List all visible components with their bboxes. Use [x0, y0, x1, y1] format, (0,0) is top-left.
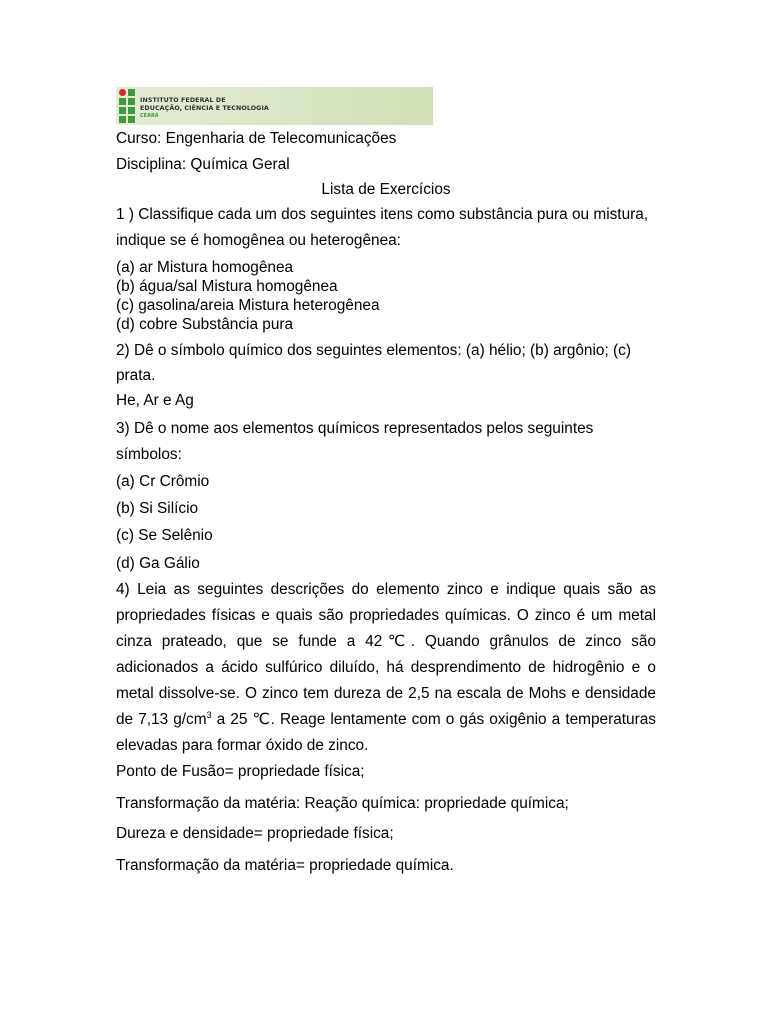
- answer-4-line-2: Transformação da matéria: Reação química: propriedade química;: [116, 795, 569, 812]
- logo-green-square: [128, 98, 135, 105]
- question-1-line-2: indique se é homogênea ou heterogênea:: [116, 232, 401, 249]
- question-1-line-1: 1 ) Classifique cada um dos seguintes itens como substância pura ou mistura,: [116, 206, 649, 223]
- answer-4-line-3: Dureza e densidade= propriedade física;: [116, 825, 394, 842]
- answer-1d: (d) cobre Substância pura: [116, 316, 294, 333]
- question-4-line-4: adicionados a ácido sulfúrico diluído, há desprendimento de hidrogênio e o: [116, 659, 656, 676]
- question-4-line-3: cinza prateado, que se funde a 42℃. Quando grânulos de zinco são: [116, 633, 656, 650]
- course-line: Curso: Engenharia de Telecomunicações: [116, 130, 397, 147]
- q4-line6-part-a: de 7,13 g/cm: [116, 711, 207, 728]
- document-title: Lista de Exercícios: [321, 181, 451, 198]
- answer-2: He, Ar e Ag: [116, 392, 194, 409]
- question-4-line-5: metal dissolve-se. O zinco tem dureza de 2,5 na escala de Mohs e densidade: [116, 685, 656, 702]
- q4-line6-superscript: 3: [206, 710, 212, 720]
- logo-green-square: [128, 89, 135, 96]
- question-2-line-2: prata.: [116, 367, 156, 384]
- answer-1b: (b) água/sal Mistura homogênea: [116, 278, 338, 295]
- logo-green-square: [119, 107, 126, 114]
- answer-1a: (a) ar Mistura homogênea: [116, 259, 294, 276]
- logo-green-square: [128, 116, 135, 123]
- question-4-line-1: 4) Leia as seguintes descrições do elemento zinco e indique quais são as: [116, 581, 656, 598]
- answer-1c: (c) gasolina/areia Mistura heterogênea: [116, 297, 380, 314]
- logo-text-line1: INSTITUTO FEDERAL DE: [140, 97, 226, 104]
- question-3-line-2: símbolos:: [116, 446, 182, 463]
- institution-logo: [116, 87, 433, 125]
- q4-line6-part-b: a 25 ℃. Reage lentamente com o gás oxigênio a temperaturas: [211, 711, 656, 728]
- question-4-line-6: [116, 711, 656, 729]
- answer-3c: (c) Se Selênio: [116, 527, 213, 544]
- answer-3d: (d) Ga Gálio: [116, 555, 200, 572]
- question-4-line-7: elevadas para formar óxido de zinco.: [116, 737, 369, 754]
- question-3-line-1: 3) Dê o nome aos elementos químicos representados pelos seguintes: [116, 420, 594, 437]
- logo-green-square: [128, 107, 135, 114]
- logo-green-square: [119, 98, 126, 105]
- logo-text-line3: CEARÁ: [140, 113, 159, 119]
- answer-4-line-4: Transformação da matéria= propriedade química.: [116, 857, 454, 874]
- question-2-line-1: 2) Dê o símbolo químico dos seguintes elementos: (a) hélio; (b) argônio; (c): [116, 342, 631, 359]
- answer-3a: (a) Cr Crômio: [116, 473, 210, 490]
- discipline-line: Disciplina: Química Geral: [116, 156, 290, 173]
- answer-4-line-1: Ponto de Fusão= propriedade física;: [116, 763, 365, 780]
- logo-green-square: [119, 116, 126, 123]
- answer-3b: (b) Si Silício: [116, 500, 199, 517]
- question-4-line-2: propriedades físicas e quais são propriedades químicas. O zinco é um metal: [116, 607, 656, 624]
- logo-text-line2: EDUCAÇÃO, CIÊNCIA E TECNOLOGIA: [140, 105, 269, 112]
- logo-red-dot: [119, 89, 126, 96]
